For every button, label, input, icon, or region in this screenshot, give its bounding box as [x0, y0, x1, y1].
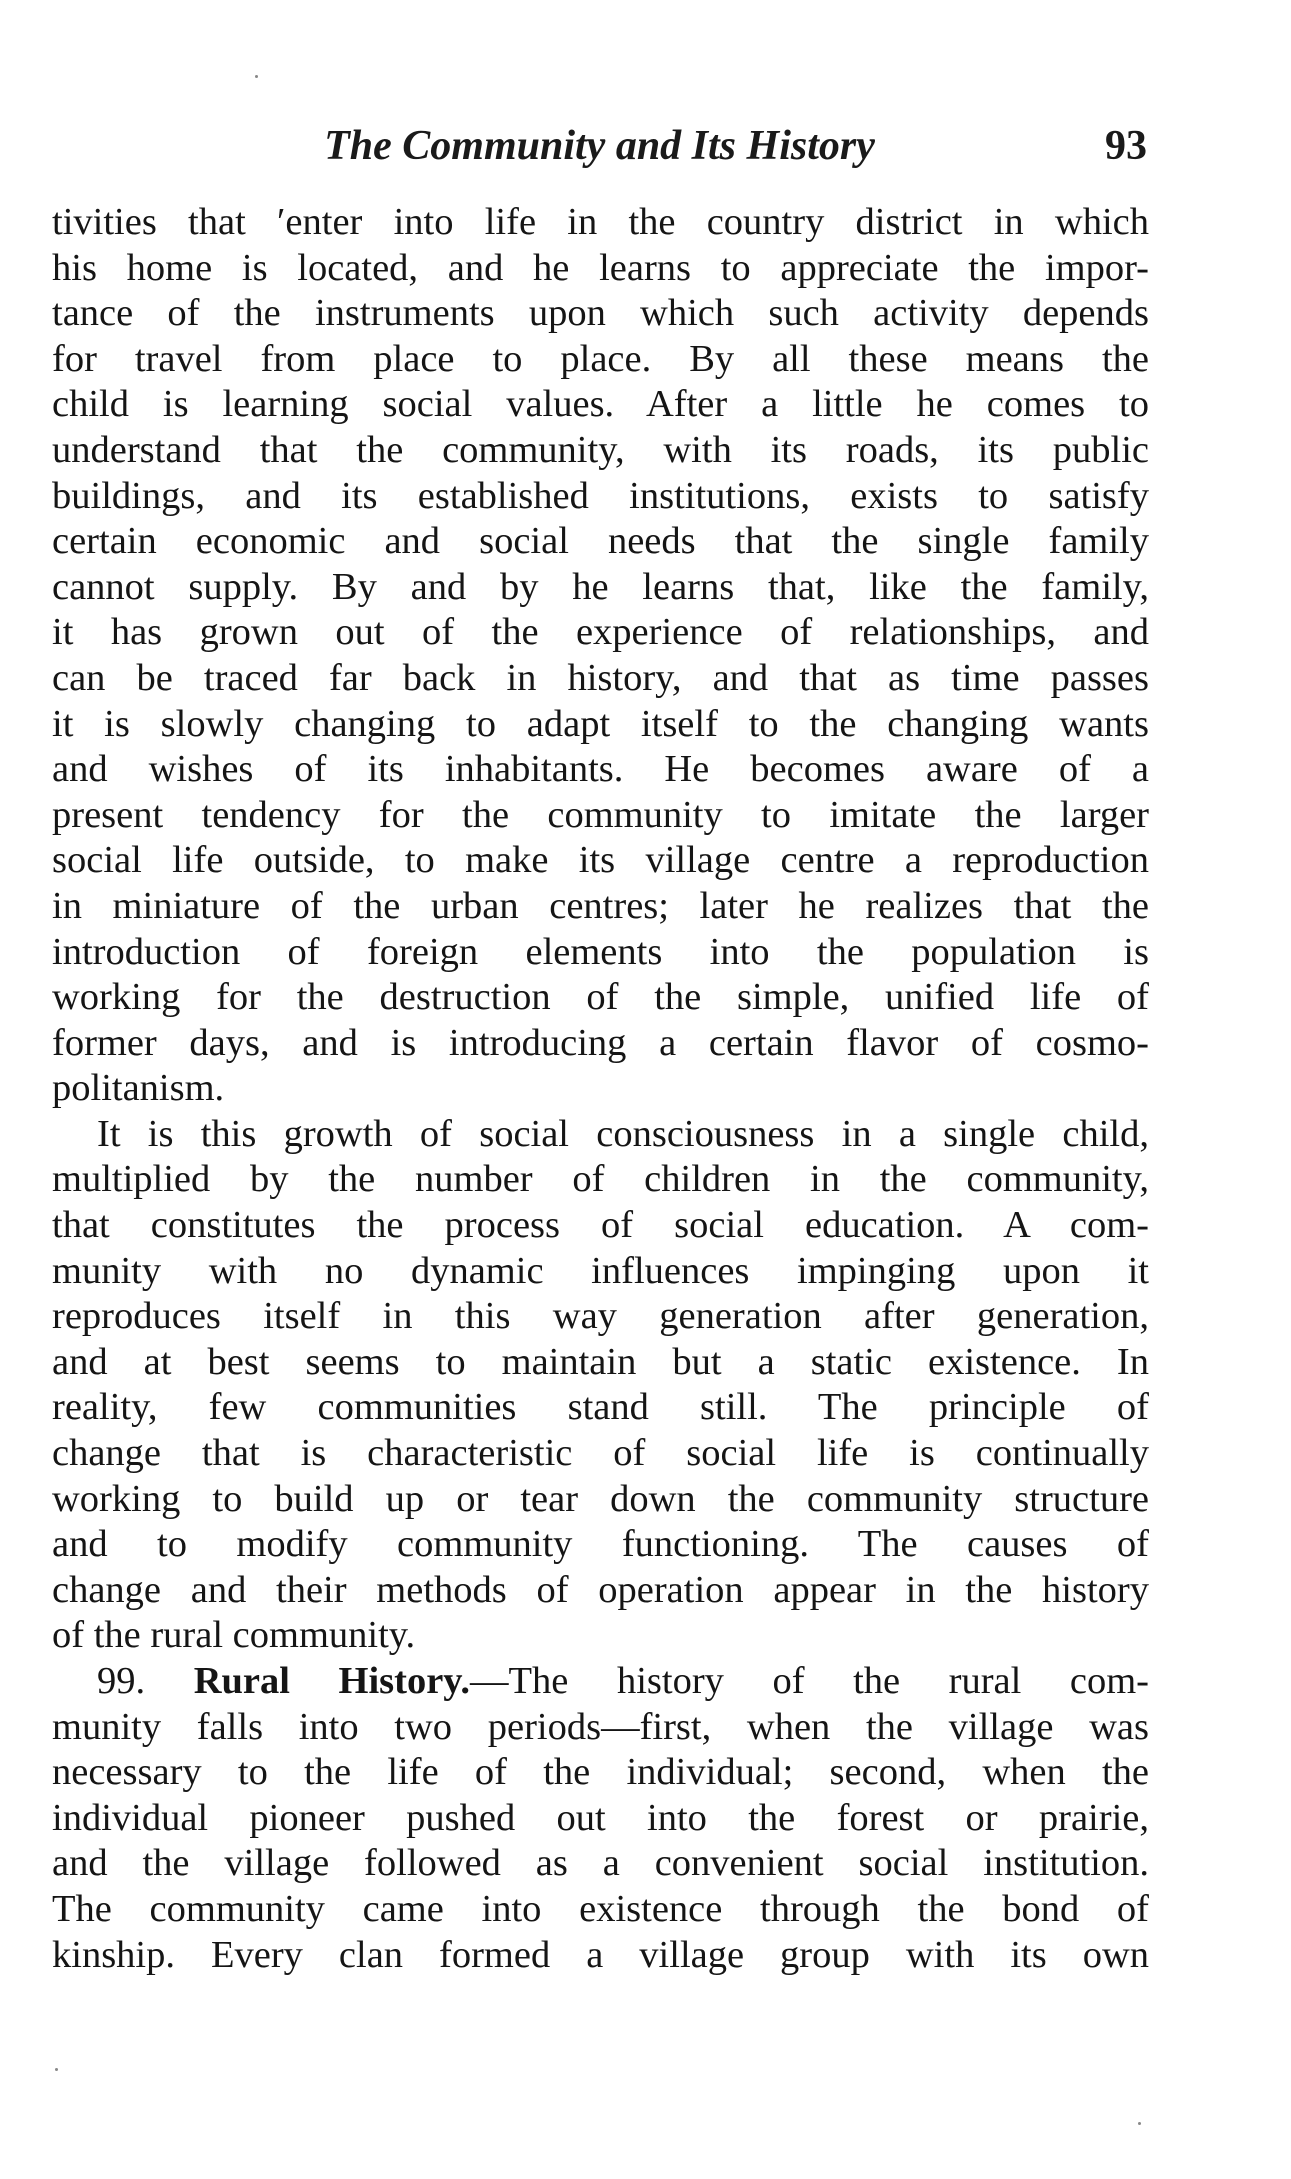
text-line: tivities that ʹenter into life in the country district in which	[52, 201, 1149, 243]
text-line: individual pioneer pushed out into the forest or prairie,	[52, 1796, 1149, 1839]
text-line: in miniature of the urban centres; later he realizes that the	[52, 884, 1149, 927]
text-line: can be traced far back in history, and that as time passes	[52, 656, 1149, 699]
section-heading-line	[52, 1659, 1149, 1705]
text-line: munity with no dynamic influences impinging upon it	[52, 1249, 1149, 1292]
text-line: and at best seems to maintain but a static existence. In	[52, 1340, 1149, 1383]
section-number: 99.	[97, 1660, 146, 1702]
text-line: introduction of foreign elements into the population is	[52, 930, 1149, 973]
text-line: The community came into existence through the bond of	[52, 1887, 1149, 1930]
text-line: and to modify community functioning. The causes of	[52, 1523, 1149, 1566]
text-line: for travel from place to place. By all these means the	[52, 337, 1149, 380]
text-line: former days, and is introducing a certain flavor of cosmo-	[52, 1021, 1149, 1064]
text-line: necessary to the life of the individual; second, when the	[52, 1751, 1149, 1794]
text-line: child is learning social values. After a little he comes to	[52, 383, 1149, 426]
text-line: cannot supply. By and by he learns that, like the family,	[52, 565, 1149, 608]
text-line: certain economic and social needs that the single family	[52, 520, 1149, 563]
text-line: it has grown out of the experience of relationships, and	[52, 611, 1149, 654]
text-line: it is slowly changing to adapt itself to the changing wants	[52, 702, 1149, 745]
text-line: buildings, and its established institutions, exists to satisfy	[52, 474, 1149, 517]
paragraph-2	[52, 1112, 1149, 1659]
text-line: working for the destruction of the simple, unified life of	[52, 976, 1149, 1019]
scan-speck	[55, 2068, 58, 2071]
text-line: and wishes of its inhabitants. He becomes aware of a	[52, 748, 1149, 791]
running-title: The Community and Its History	[324, 123, 875, 169]
page-header	[52, 116, 1147, 186]
scan-speck	[1138, 2122, 1141, 2125]
text-line: his home is located, and he learns to appreciate the impor-	[52, 246, 1149, 289]
text-line: It is this growth of social consciousness in a single child,	[97, 1112, 1149, 1155]
text-line: and the village followed as a convenient social institution.	[52, 1842, 1149, 1885]
page-number: 93	[1105, 123, 1147, 169]
paragraph-1	[52, 200, 1149, 1112]
text-line: reality, few communities stand still. The principle of	[52, 1386, 1149, 1429]
text-line: tance of the instruments upon which such activity depends	[52, 292, 1149, 335]
text-line: reproduces itself in this way generation after generation,	[52, 1295, 1149, 1338]
section-first-line-text: —The history of the rural com-	[470, 1660, 1149, 1702]
text-line: change that is characteristic of social life is continually	[52, 1432, 1149, 1475]
text-line: munity falls into two periods—first, when the village was	[52, 1705, 1149, 1748]
text-line: change and their methods of operation appear in the history	[52, 1568, 1149, 1611]
text-line: that constitutes the process of social education. A com-	[52, 1204, 1149, 1247]
text-line: of the rural community.	[52, 1614, 416, 1657]
text-line: multiplied by the number of children in the community,	[52, 1158, 1149, 1201]
text-line: understand that the community, with its roads, its public	[52, 428, 1149, 471]
section-title: Rural History.	[193, 1660, 471, 1702]
text-line: kinship. Every clan formed a village group with its own	[52, 1933, 1149, 1976]
text-line: working to build up or tear down the community structure	[52, 1477, 1149, 1520]
body-text	[52, 200, 1149, 1978]
text-line: social life outside, to make its village centre a reproduction	[52, 839, 1149, 882]
section-99	[52, 1659, 1149, 1978]
scan-speck	[255, 75, 258, 78]
text-line: politanism.	[52, 1067, 225, 1110]
text-line: present tendency for the community to imitate the larger	[52, 793, 1149, 836]
